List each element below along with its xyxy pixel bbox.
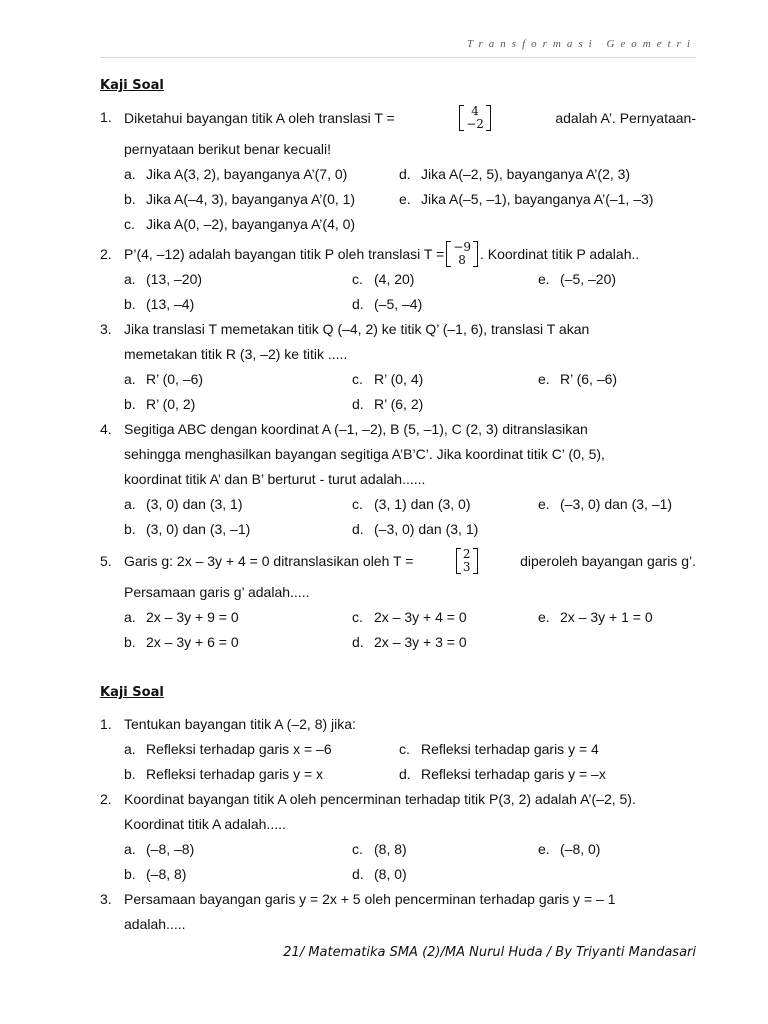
question-text: Diketahui bayangan titik A oleh translasi T =	[124, 109, 395, 126]
answer-options	[100, 162, 696, 237]
translation-matrix	[456, 548, 478, 574]
question-number: 5.	[100, 552, 112, 569]
answer-options	[100, 605, 696, 655]
option-a[interactable]: a. (3, 0) dan (3, 1)	[124, 496, 243, 512]
question-5	[100, 548, 696, 655]
section-title: Kaji Soal	[100, 685, 164, 700]
page-footer: 21/ Matematika SMA (2)/MA Nurul Huda / By Triyanti Mandasari	[283, 945, 696, 960]
question-number: 3.	[100, 321, 112, 337]
matrix-top: 2	[462, 547, 471, 561]
matrix-bottom: 8	[458, 253, 466, 267]
running-header: Transformasi Geometri	[467, 38, 696, 50]
option-b[interactable]: b. (13, –4)	[124, 296, 195, 312]
translation-matrix	[459, 105, 491, 131]
option-b[interactable]: b. R’ (0, 2)	[124, 396, 196, 412]
option-a[interactable]: a. Refleksi terhadap garis x = –6	[124, 741, 332, 757]
question-text: Garis g: 2x – 3y + 4 = 0 ditranslasikan oleh T =	[124, 552, 414, 569]
option-c[interactable]: c. (3, 1) dan (3, 0)	[352, 496, 471, 512]
question-text-after: . Koordinat titik P adalah..	[479, 245, 640, 262]
option-e[interactable]: e. (–5, –20)	[538, 271, 617, 287]
matrix-top: 4	[471, 104, 479, 118]
question-continuation: memetakan titik R (3, –2) ke titik .....	[124, 346, 348, 362]
option-d[interactable]: d. (–5, –4)	[352, 296, 423, 312]
question-continuation: pernyataan berikut benar kecuali!	[124, 141, 332, 157]
option-b[interactable]: b. (3, 0) dan (3, –1)	[124, 521, 251, 537]
question-4	[100, 417, 696, 542]
option-b[interactable]: b. (–8, 8)	[124, 866, 187, 882]
matrix-top: −9	[453, 240, 471, 254]
question-text: Jika translasi T memetakan titik Q (–4, 2) ke titik Q’ (–1, 6), translasi T akan	[124, 321, 590, 337]
worksheet-content	[100, 78, 696, 937]
option-c[interactable]: c. R’ (0, 4)	[352, 371, 424, 387]
option-e[interactable]: e. R’ (6, –6)	[538, 371, 618, 387]
question-text: P’(4, –12) adalah bayangan titik P oleh translasi T =	[124, 245, 445, 262]
question-2	[100, 241, 696, 317]
translation-matrix	[446, 241, 478, 267]
matrix-bottom: 3	[462, 560, 471, 574]
question-number: 1.	[100, 109, 112, 125]
option-c[interactable]: c. (4, 20)	[352, 271, 415, 287]
answer-options	[100, 737, 696, 787]
answer-options	[100, 492, 696, 542]
question-number: 4.	[100, 421, 112, 437]
question-3	[100, 317, 696, 417]
option-d[interactable]: d. Refleksi terhadap garis y = –x	[399, 766, 606, 782]
question-text-after: diperoleh bayangan garis g’.	[520, 552, 696, 569]
option-d[interactable]: d. 2x – 3y + 3 = 0	[352, 634, 467, 650]
question-text: Segitiga ABC dengan koordinat A (–1, –2), B (5, –1), C (2, 3) ditranslasikan	[124, 421, 588, 437]
option-c[interactable]: c. Jika A(0, –2), bayanganya A’(4, 0)	[124, 216, 356, 232]
option-e[interactable]: e. 2x – 3y + 1 = 0	[538, 609, 653, 625]
option-a[interactable]: a. (13, –20)	[124, 271, 203, 287]
option-d[interactable]: d. (8, 0)	[352, 866, 407, 882]
option-c[interactable]: c. 2x – 3y + 4 = 0	[352, 609, 467, 625]
option-d[interactable]: d. Jika A(–2, 5), bayanganya A’(2, 3)	[399, 166, 631, 182]
question-continuation: adalah.....	[124, 916, 186, 932]
option-e[interactable]: e. Jika A(–5, –1), bayanganya A’(–1, –3)	[399, 191, 654, 207]
question-number: 1.	[100, 716, 112, 732]
question-number: 2.	[100, 791, 112, 807]
section-title: Kaji Soal	[100, 78, 164, 93]
question-continuation: Koordinat titik A adalah.....	[124, 816, 286, 832]
option-b[interactable]: b. Refleksi terhadap garis y = x	[124, 766, 324, 782]
question-2	[100, 787, 696, 887]
option-a[interactable]: a. R’ (0, –6)	[124, 371, 204, 387]
question-3	[100, 887, 696, 937]
question-text: Koordinat bayangan titik A oleh pencerminan terhadap titik P(3, 2) adalah A’(–2, 5).	[124, 791, 636, 807]
header-divider	[100, 57, 696, 58]
option-d[interactable]: d. (–3, 0) dan (3, 1)	[352, 521, 479, 537]
question-continuation: koordinat titik A’ dan B’ berturut - turut adalah......	[124, 471, 426, 487]
question-text: Tentukan bayangan titik A (–2, 8) jika:	[124, 716, 356, 732]
option-a[interactable]: a. 2x – 3y + 9 = 0	[124, 609, 239, 625]
option-d[interactable]: d. R’ (6, 2)	[352, 396, 424, 412]
option-e[interactable]: e. (–8, 0)	[538, 841, 601, 857]
option-e[interactable]: e. (–3, 0) dan (3, –1)	[538, 496, 673, 512]
question-number: 3.	[100, 891, 112, 907]
matrix-bottom: −2	[466, 117, 484, 131]
question-continuation: sehingga menghasilkan bayangan segitiga A’B’C’. Jika koordinat titik C’ (0, 5),	[124, 446, 605, 462]
option-b[interactable]: b. 2x – 3y + 6 = 0	[124, 634, 239, 650]
option-c[interactable]: c. (8, 8)	[352, 841, 407, 857]
question-text-after: adalah A’. Pernyataan-	[555, 109, 696, 126]
option-c[interactable]: c. Refleksi terhadap garis y = 4	[399, 741, 599, 757]
answer-options	[100, 367, 696, 417]
question-text: Persamaan bayangan garis y = 2x + 5 oleh pencerminan terhadap garis y = – 1	[124, 891, 616, 907]
option-a[interactable]: a. Jika A(3, 2), bayanganya A’(7, 0)	[124, 166, 348, 182]
question-1	[100, 712, 696, 787]
answer-options	[100, 837, 696, 887]
option-a[interactable]: a. (–8, –8)	[124, 841, 195, 857]
question-continuation: Persamaan garis g’ adalah.....	[124, 584, 310, 600]
answer-options	[100, 267, 696, 317]
question-1	[100, 105, 696, 237]
question-number: 2.	[100, 245, 112, 262]
option-b[interactable]: b. Jika A(–4, 3), bayanganya A’(0, 1)	[124, 191, 356, 207]
